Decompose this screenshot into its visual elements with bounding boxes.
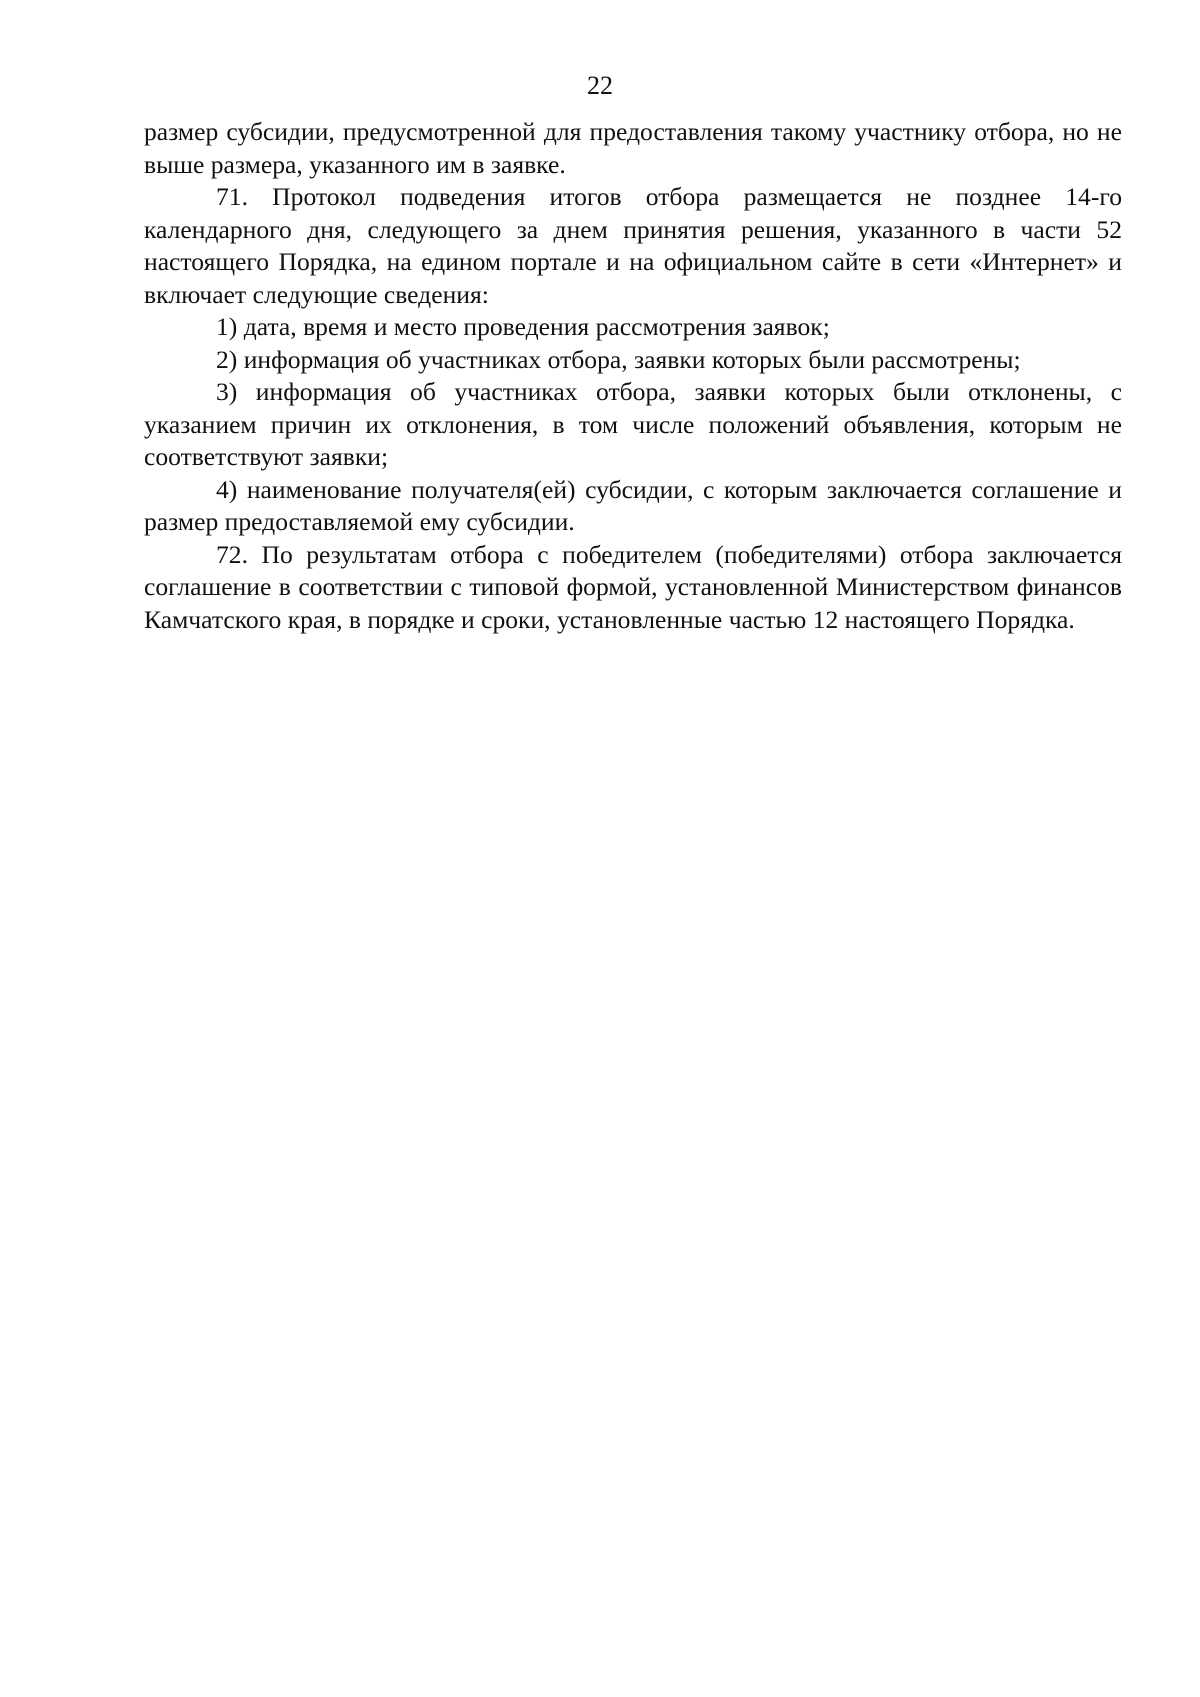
page-number: 22 (587, 71, 613, 100)
list-item-3: 3) информация об участниках отбора, заявки которых были отклонены, с указанием причин их отклонения, в том числе положений объявления, которым не соответствуют заявки; (144, 377, 1122, 471)
list-item-1: 1) дата, время и место проведения рассмотрения заявок; (216, 312, 830, 341)
list-item-2: 2) информация об участниках отбора, заявки которых были рассмотрены; (216, 344, 1021, 374)
paragraph-71: 71. Протокол подведения итогов отбора размещается не позднее 14-го календарного дня, следующего за днем принятия решения, указанного в части 52 настоящего Порядка, на едином портале и на официальном сайте в сети «Интернет» и включает следующие сведения: (144, 182, 1122, 309)
paragraph-72: 72. По результатам отбора с победителем (победителями) отбора заключается соглашение в соответствии с типовой формой, установленной Министерством финансов Камчатского края, в порядке и сроки, установленные частью 12 настоящего Порядка. (144, 539, 1122, 634)
document-body (144, 116, 1122, 636)
list-item-4: 4) наименование получателя(ей) субсидии, с которым заключается соглашение и размер предоставляемой ему субсидии. (144, 474, 1122, 536)
paragraph-continuation: размер субсидии, предусмотренной для предоставления такому участнику отбора, но не выше размера, указанного им в заявке. (144, 117, 1122, 179)
